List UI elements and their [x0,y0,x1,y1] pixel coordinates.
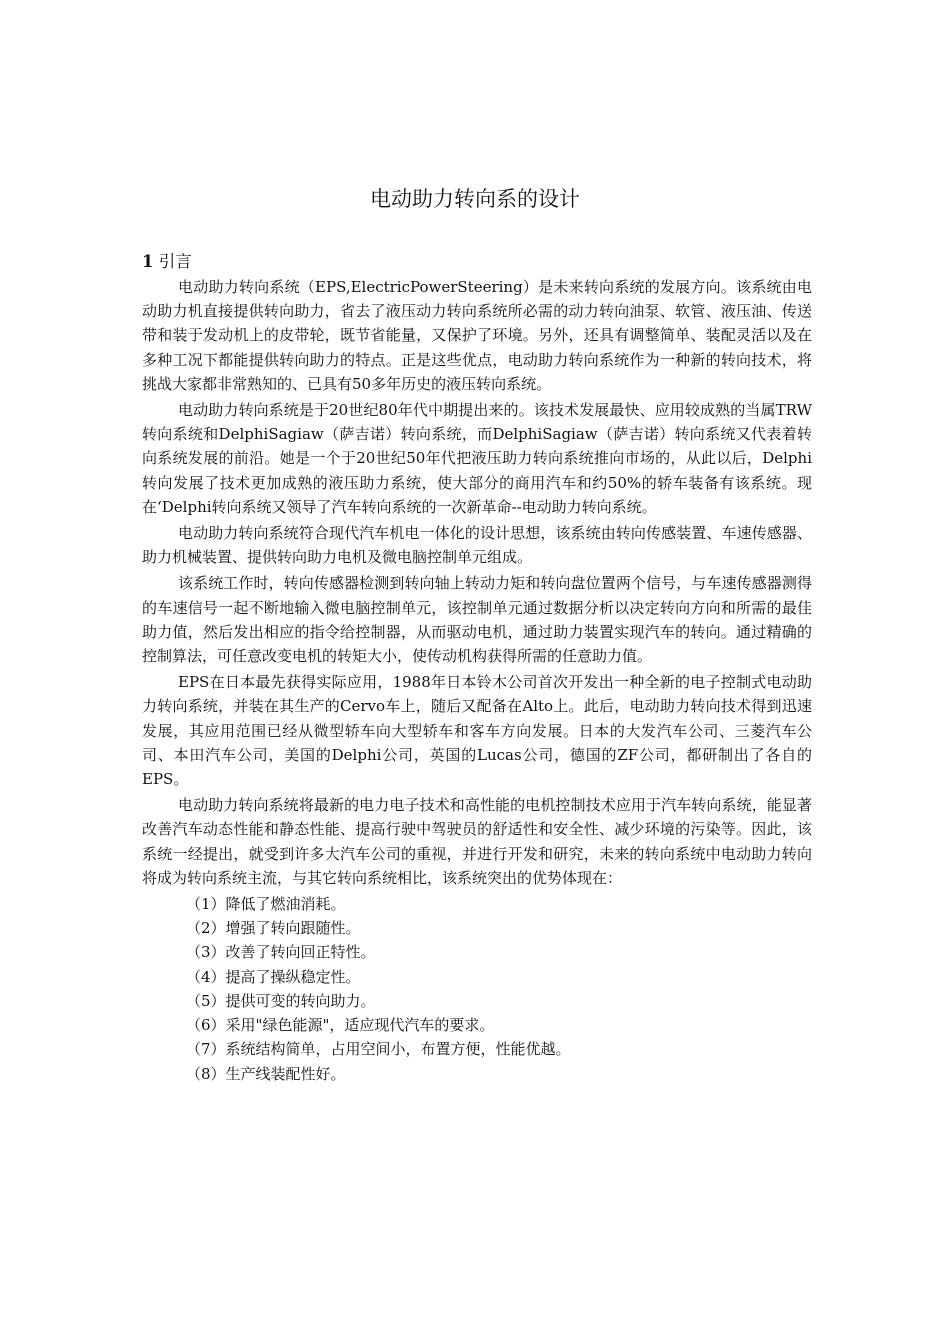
list-item: （5）提供可变的转向助力。 [186,991,376,1010]
paragraph-eps-advantages-intro: 电动助力转向系统将最新的电力电子技术和高性能的电机控制技术应用于汽车转向系统，能显著改善汽车动态性能和静态性能、提高行驶中驾驶员的舒适性和安全性、减少环境的污染等。因此，该系统一经提出，就受到许多大汽车公司的重视，并进行开发和研究，未来的转向系统中电动助力转向将成为转向系统主流，与其它转向系统相比，该系统突出的优势体现在： [142,796,812,887]
document-title: 电动助力转向系的设计 [370,187,580,211]
paragraph-eps-history: 电动助力转向系统是于20世纪80年代中期提出来的。该技术发展最快、应用较成熟的当属TRW转向系统和DelphiSagiaw（萨吉诺）转向系统，而DelphiSagiaw（萨吉诺）转向系统又代表着转向系统发展的前沿。她是一个于20世纪50年代把液压助力转向系统推向市场的，从此以后，Delphi转向发展了技术更加成熟的液压助力系统，使大部分的商用汽车和约50%的轿车装备有该系统。现在‘Delphi转向系统又领导了汽车转向系统的一次新革命--电动助力转向系统。 [142,401,812,516]
list-item: （1）降低了燃油消耗。 [186,895,346,914]
list-item: （6）采用"绿色能源"，适应现代汽车的要求。 [186,1016,495,1035]
paragraph-eps-intro: 电动助力转向系统（EPS,ElectricPowerSteering）是未来转向系统的发展方向。该系统由电动助力机直接提供转向助力，省去了液压动力转向系统所必需的动力转向油泵、软管、液压油、传送带和装于发动机上的皮带轮，既节省能量，又保护了环境。另外，还具有调整简单、装配灵活以及在多种工况下都能提供转向助力的特点。正是这些优点，电动助力转向系统作为一种新的转向技术，将挑战大家都非常熟知的、已具有50多年历史的液压转向系统。 [142,278,812,393]
list-item: （2）增强了转向跟随性。 [186,919,361,938]
section-number: 1 [142,252,154,271]
list-item: （3）改善了转向回正特性。 [186,943,376,962]
list-item: （8）生产线装配性好。 [186,1064,346,1083]
advantages-list [142,892,812,1086]
paragraph-eps-operation: 该系统工作时，转向传感器检测到转向轴上转动力矩和转向盘位置两个信号，与车速传感器测得的车速信号一起不断地输入微电脑控制单元，该控制单元通过数据分析以决定转向方向和所需的最佳助力值，然后发出相应的指令给控制器，从而驱动电机，通过助力装置实现汽车的转向。通过精确的控制算法，可任意改变电机的转矩大小，使传动机构获得所需的任意助力值。 [142,574,812,666]
paragraph-eps-japan: EPS在日本最先获得实际应用，1988年日本铃木公司首次开发出一种全新的电子控制式电动助力转向系统，并装在其生产的Cervo车上，随后又配备在Alto上。此后，电动助力转向技术得到迅速发展，其应用范围已经从微型轿车向大型轿车和客车方向发展。日本的大发汽车公司、三菱汽车公司、本田汽车公司，美国的Delphi公司，英国的Lucas公司，德国的ZF公司，都研制出了各自的EPS。 [142,673,812,789]
list-item: （7）系统结构简单，占用空间小，布置方便，性能优越。 [186,1040,571,1059]
document-body [142,250,812,1086]
paragraph-eps-components: 电动助力转向系统符合现代汽车机电一体化的设计思想，该系统由转向传感装置、车速传感器、助力机械装置、提供转向助力电机及微电脑控制单元组成。 [142,524,812,567]
section-heading [142,250,812,274]
section-title: 引言 [158,252,192,271]
list-item: （4）提高了操纵稳定性。 [186,967,361,986]
